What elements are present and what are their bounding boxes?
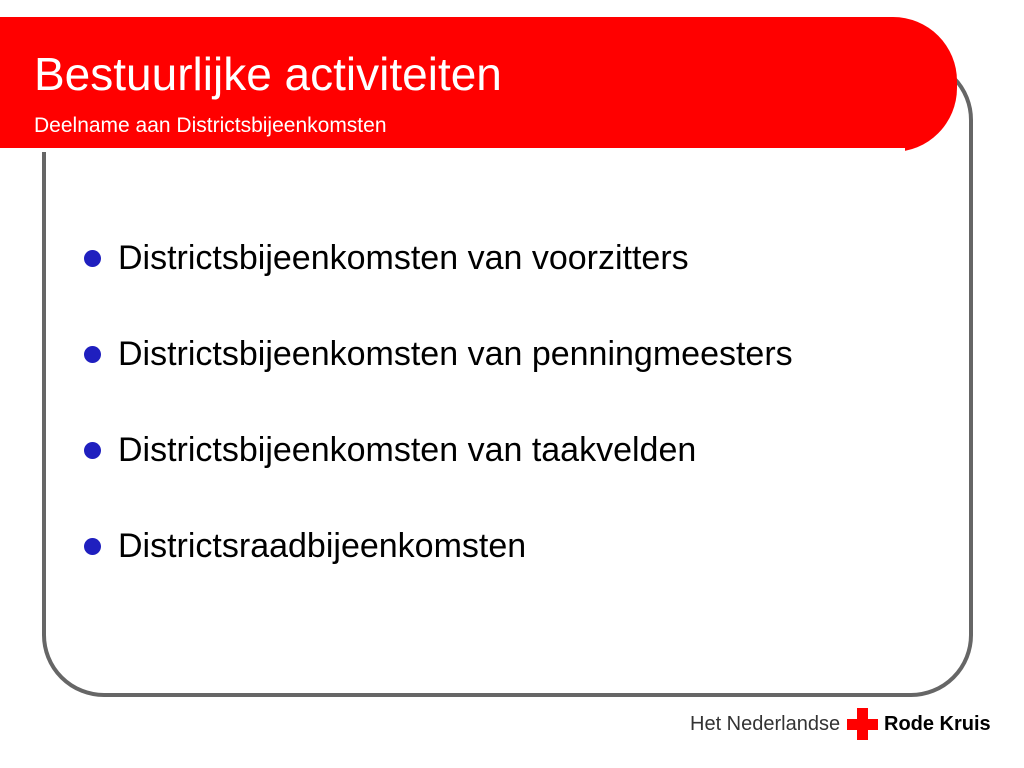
logo-prefix-text: Het Nederlandse bbox=[690, 713, 841, 735]
slide-title: Bestuurlijke activiteiten bbox=[34, 48, 502, 100]
slide-subtitle: Deelname aan Districtsbijeenkomsten bbox=[34, 114, 387, 137]
bullet-dot-icon bbox=[84, 346, 101, 363]
bullet-dot-icon bbox=[84, 538, 101, 555]
bullet-item bbox=[82, 236, 793, 284]
bullet-item bbox=[82, 524, 793, 572]
bullet-item bbox=[82, 332, 793, 380]
title-divider bbox=[0, 148, 905, 152]
bullet-text: Districtsbijeenkomsten van voorzitters bbox=[118, 239, 689, 277]
bullet-item bbox=[82, 428, 793, 476]
bullet-text: Districtsraadbijeenkomsten bbox=[118, 527, 527, 565]
rode-kruis-logo bbox=[690, 704, 1000, 744]
logo-name-text: Rode Kruis bbox=[884, 713, 991, 735]
bullet-text: Districtsbijeenkomsten van taakvelden bbox=[118, 431, 697, 469]
red-cross-icon bbox=[847, 708, 877, 740]
bullet-list bbox=[82, 236, 793, 620]
bullet-text: Districtsbijeenkomsten van penningmeesters bbox=[118, 335, 793, 373]
bullet-dot-icon bbox=[84, 442, 101, 459]
title-banner bbox=[0, 17, 957, 152]
bullet-dot-icon bbox=[84, 250, 101, 267]
